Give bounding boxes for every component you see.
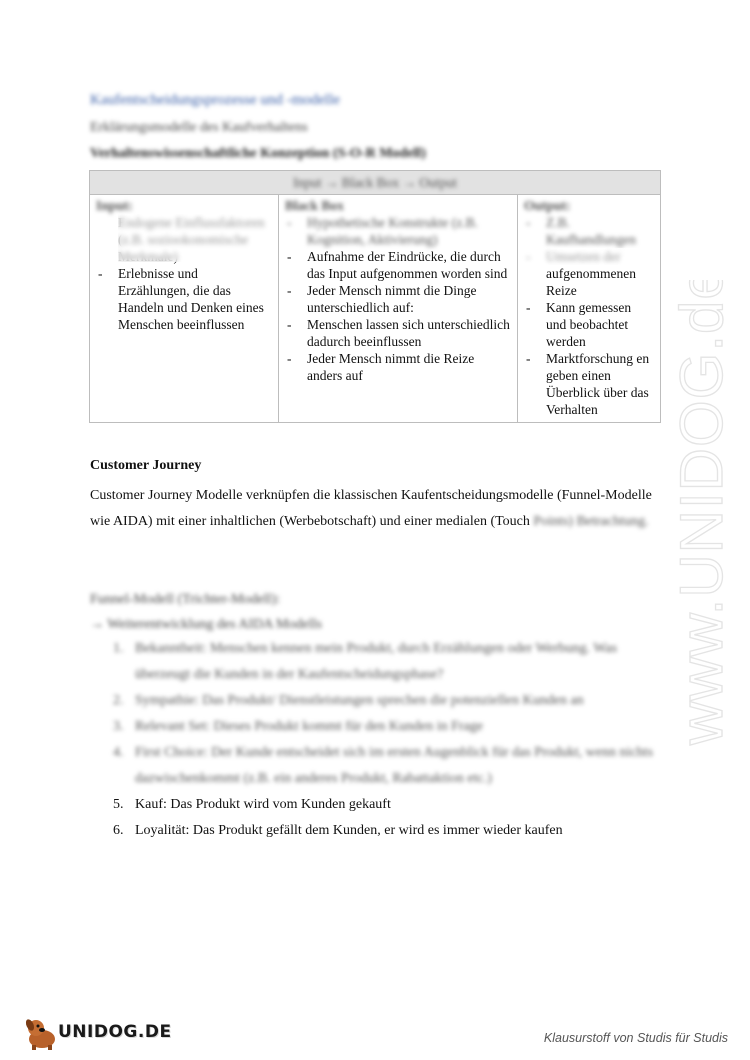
sor-model-table (89, 170, 661, 423)
list-item: 3. Relevant Set: Dieses Produkt kommt für den Kunden in Frage (113, 719, 483, 734)
svg-text:www.UNIDOG.de: www.UNIDOG.de (668, 280, 735, 745)
list-item: 5. Kauf: Das Produkt wird vom Kunden gekauft (113, 797, 391, 812)
watermark (650, 280, 750, 750)
column-title: Output: (524, 198, 571, 213)
list-item: - Hypothetische Konstrukte (z.B. Kognition, Aktivierung) (307, 214, 511, 248)
table-header: Input → Black Box → Output (90, 171, 661, 195)
subsection-heading: Erklärungsmodelle des Kaufverhaltens (90, 120, 308, 135)
list-item: 4. First Choice: Der Kunde entscheidet sich im ersten Augenblick für das Produkt, wenn nichts dazwischenkommt (z.B. ein anderes Produkt, Rabattaktion etc.) (113, 745, 653, 786)
list-item: 1. Bekanntheit: Menschen kennen mein Produkt, durch Erzählungen oder Werbung. Was überzeugt die Kunden in der Kaufentscheidungsphase? (113, 641, 618, 682)
funnel-subtitle: → Weiterentwicklung des AIDA Modells (90, 617, 322, 632)
list-item: - Jeder Mensch nimmt die Reize anders auf (307, 350, 511, 384)
customer-journey-title: Customer Journey (90, 458, 202, 473)
list-item: - Jeder Mensch nimmt die Dinge unterschiedlich auf: (307, 282, 511, 316)
list-item: - Erlebnisse und Erzählungen, die das Handeln und Denken eines Menschen beeinflussen (118, 265, 272, 333)
list-item: 2. Sympathie: Das Produkt/ Dienstleistungen sprechen die potenziellen Kunden an (113, 693, 584, 708)
footer-tagline: Klausurstoff von Studis für Studis (543, 1031, 728, 1045)
list-item: - Marktforschung en geben einen Überblick über das Verhalten (546, 350, 654, 418)
logo-text: UNIDOG.DE (58, 1022, 172, 1042)
input-column (90, 195, 279, 423)
funnel-title: Funnel-Modell (Trichter-Modell): (90, 592, 281, 607)
black-box-column (279, 195, 518, 423)
list-item: - aufgenommenen Reize (546, 248, 654, 299)
section-heading: Kaufentscheidungsprozesse und -modelle (90, 92, 340, 108)
list-item: 6. Loyalität: Das Produkt gefällt dem Kunden, er wird es immer wieder kaufen (113, 823, 563, 838)
column-title: Black Box (285, 198, 344, 213)
list-item (118, 214, 272, 265)
column-title: Input: (96, 198, 133, 213)
list-item: - Z.B. Kaufhandlungen (546, 214, 654, 248)
funnel-list (113, 636, 663, 844)
output-column (518, 195, 661, 423)
customer-journey-text: Customer Journey Modelle verknüpfen die klassischen Kaufentscheidungsmodelle (Funnel-Modelle wie AIDA) mit einer inhaltlichen (Werbebotschaft) und einer medialen (Touch Points) Betrachtung. (90, 488, 652, 529)
model-heading: Verhaltenswissenschaftliche Konzeption (S-O-R Modell) (90, 146, 426, 161)
list-item: - Kann gemessen und beobachtet werden (546, 299, 654, 350)
list-item: - Aufnahme der Eindrücke, die durch das Input aufgenommen worden sind (307, 248, 511, 282)
list-item: - Menschen lassen sich unterschiedlich dadurch beeinflussen (307, 316, 511, 350)
